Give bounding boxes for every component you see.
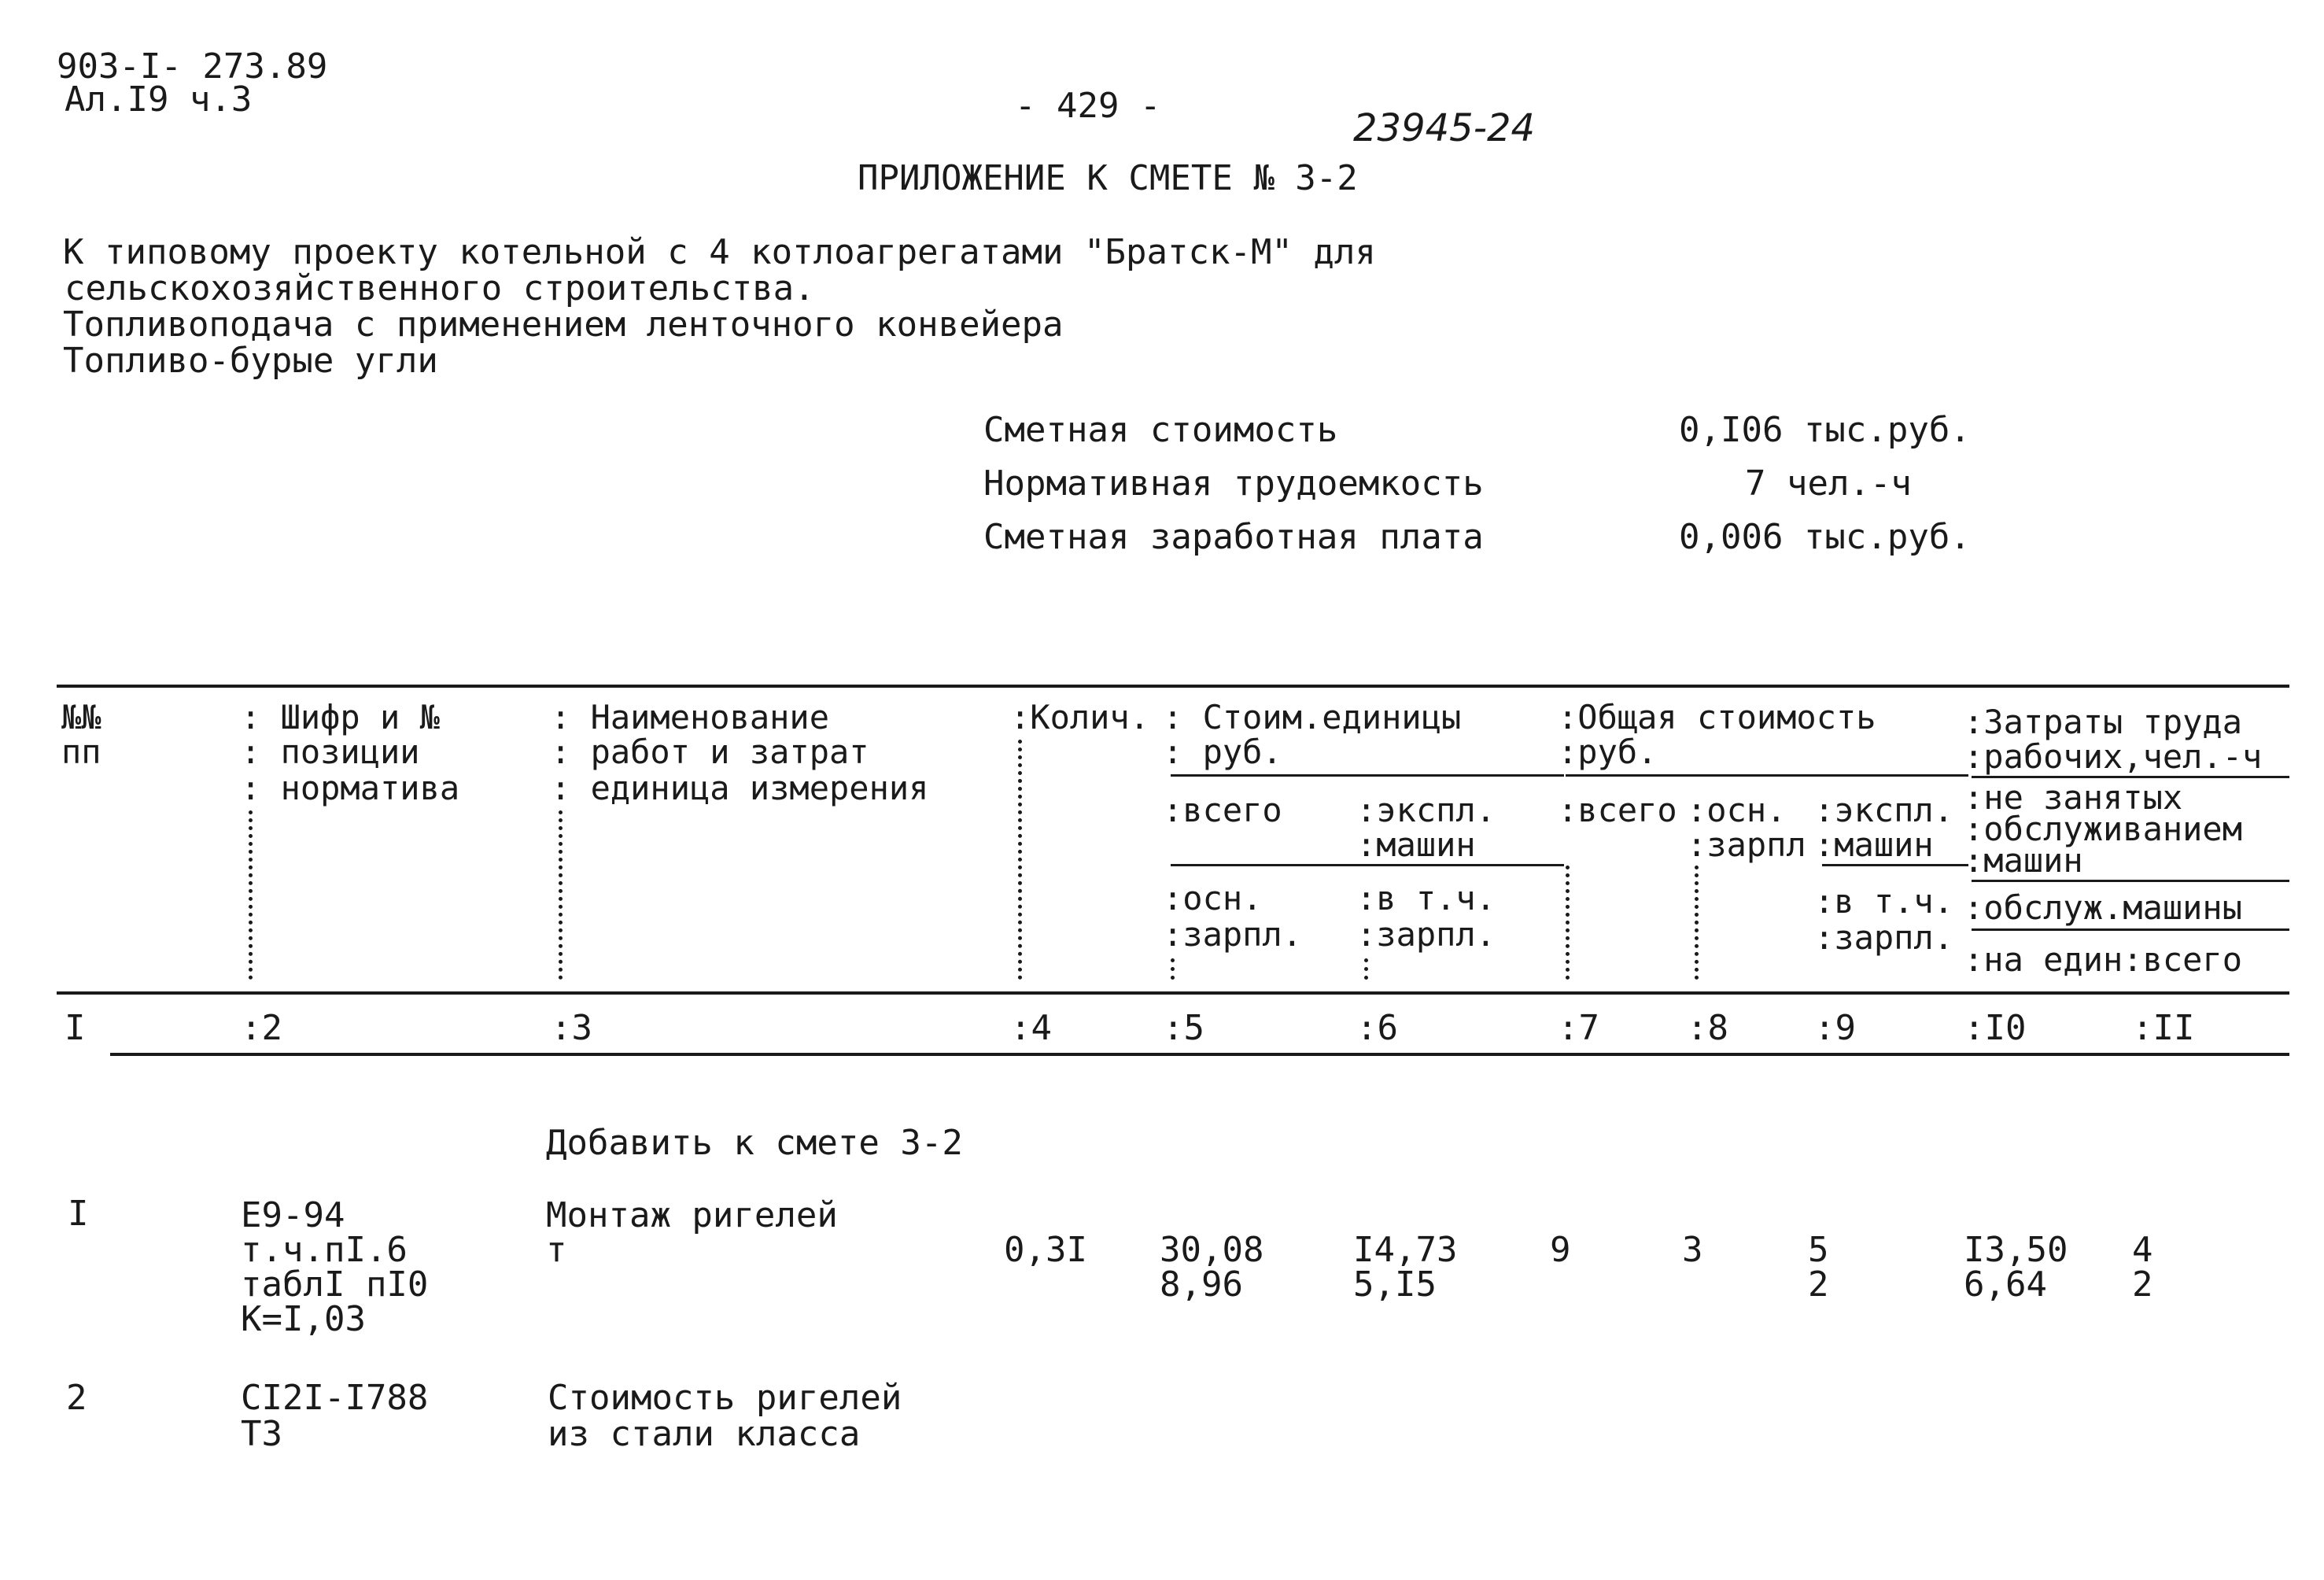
colnum-1: I [65,1008,86,1048]
row1-c11-line1: 4 [2132,1230,2153,1270]
colnum-9: :9 [1814,1008,1856,1048]
row1-c7: 9 [1550,1230,1571,1270]
colnum-11: :II [2132,1008,2195,1048]
header-col79-title-line2: :руб. [1558,733,1658,771]
colnum-3: :3 [551,1008,592,1048]
header-col56-title-line1: : Стоим.единицы [1163,698,1462,736]
colnum-8: :8 [1687,1008,1728,1048]
header-col1011-bottom: :на един:всего [1964,940,2243,979]
description-line-4: Топливо-бурые угли [63,341,438,381]
header-col1011-title-line2: :рабочих,чел.-ч [1964,737,2263,776]
header-col5-bottom-line1: :осн. [1163,879,1263,917]
header-col3-line2: : работ и затрат [551,733,869,771]
col56-subrule [1171,774,1564,777]
doc-code: 903-I- 273.89 [57,46,328,87]
row2-name-line1: Стоимость ригелей [548,1378,902,1418]
col9-midrule [1822,864,1968,866]
header-col1-line2: пп [61,733,101,771]
summary-value-cost: 0,I06 тыс.руб. [1679,410,1971,450]
header-col8-line2: :зарпл [1687,825,1806,864]
header-col9-top-line1: :экспл. [1814,791,1954,829]
col8-divider [1695,866,1699,980]
summary-label-wage: Сметная заработная плата [983,517,1484,557]
header-col1011-title-line1: :Затраты труда [1964,703,2243,741]
header-col6-bottom-line1: :в т.ч. [1356,879,1496,917]
row1-code-line1: Е9-94 [241,1195,345,1235]
section-title: Добавить к смете 3-2 [546,1123,963,1163]
header-col5-top: :всего [1163,791,1282,829]
table-top-rule [57,685,2289,688]
header-col2-line2: : позиции [241,733,420,771]
header-col1-line1: №№ [61,698,101,736]
colnum-5: :5 [1163,1008,1204,1048]
page-title: ПРИЛОЖЕНИЕ К СМЕТЕ № 3-2 [858,158,1358,198]
col56-midrule [1171,864,1564,866]
col2-divider [249,810,253,980]
col1011-rule-2 [1972,880,2289,882]
colnum-4: :4 [1010,1008,1052,1048]
header-col7: :всего [1558,791,1677,829]
row1-c5-line2: 8,96 [1160,1264,1243,1305]
header-col1011-title-line5: :машин [1964,841,2083,880]
colnum-7: :7 [1558,1008,1599,1048]
row2-code-line2: Т3 [241,1414,282,1454]
header-col6-top-line1: :экспл. [1356,791,1496,829]
summary-value-wage: 0,006 тыс.руб. [1679,517,1971,557]
header-col8-line1: :осн. [1687,791,1787,829]
row1-code-line3: таблI пI0 [241,1264,429,1305]
col4-divider [1018,740,1022,980]
colnum-6: :6 [1356,1008,1398,1048]
header-col6-bottom-line2: :зарпл. [1356,915,1496,954]
row2-name-line2: из стали класса [548,1414,861,1454]
summary-value-labor: 7 чел.-ч [1745,463,1912,504]
header-col4: :Колич. [1010,698,1150,736]
row1-code-line2: т.ч.пI.6 [241,1230,408,1270]
header-col2-line3: : норматива [241,769,460,807]
description-line-2: сельскохозяйственного строительства. [65,268,815,308]
header-col79-title-line1: :Общая стоимость [1558,698,1876,736]
header-col9-top-line2: :машин [1814,825,1934,864]
col3-divider [559,810,563,980]
row1-c5-line1: 30,08 [1160,1230,1264,1270]
row1-c8: 3 [1682,1230,1703,1270]
col6-divider [1364,958,1368,980]
header-col9-bottom-line2: :зарпл. [1814,918,1954,957]
row1-c9-line1: 5 [1808,1230,1829,1270]
header-col9-bottom-line1: :в т.ч. [1814,882,1954,921]
colnum-rule [110,1053,2289,1056]
col7-divider [1566,866,1570,980]
col5-divider [1171,958,1175,980]
header-col1011-title-line3: :не занятых [1964,778,2183,817]
row1-c9-line2: 2 [1808,1264,1829,1305]
col79-subrule [1566,774,1968,777]
row1-name-line2: т [546,1230,567,1270]
colnum-10: :I0 [1964,1008,2027,1048]
row1-c10-line1: I3,50 [1964,1230,2068,1270]
summary-label-cost: Сметная стоимость [983,410,1338,450]
page-number: - 429 - [1015,86,1161,126]
table-header-rule [57,991,2289,995]
row1-name-line1: Монтаж ригелей [546,1195,838,1235]
row1-num: I [68,1194,89,1234]
header-col3-line1: : Наименование [551,698,830,736]
header-col3-line3: : единица измерения [551,769,929,807]
description-line-3: Топливоподача с применением ленточного конвейера [63,305,1064,345]
row2-num: 2 [66,1378,87,1418]
summary-label-labor: Нормативная трудоемкость [983,463,1484,504]
row1-c10-line2: 6,64 [1964,1264,2047,1305]
header-col6-top-line2: :машин [1356,825,1476,864]
description-line-1: К типовому проекту котельной с 4 котлоагрегатами "Братск-М" для [63,232,1376,272]
col1011-rule-3 [1972,928,2289,931]
row1-code-line4: К=I,03 [241,1299,366,1339]
row1-c6-line2: 5,I5 [1353,1264,1437,1305]
row1-qty: 0,3I [1004,1230,1087,1270]
row1-c6-line1: I4,73 [1353,1230,1458,1270]
row2-code-line1: СI2I-I788 [241,1378,429,1418]
header-col5-bottom-line2: :зарпл. [1163,915,1303,954]
header-col1011-mid: :обслуж.машины [1964,888,2243,927]
handwritten-number: 23945-24 [1353,106,1536,150]
row1-c11-line2: 2 [2132,1264,2153,1305]
colnum-2: :2 [241,1008,282,1048]
header-col1011-title-line4: :обслуживанием [1964,810,2243,848]
album-label: Ал.I9 ч.3 [65,79,253,120]
header-col2-line1: : Шифр и № [241,698,440,736]
header-col56-title-line2: : руб. [1163,733,1282,771]
